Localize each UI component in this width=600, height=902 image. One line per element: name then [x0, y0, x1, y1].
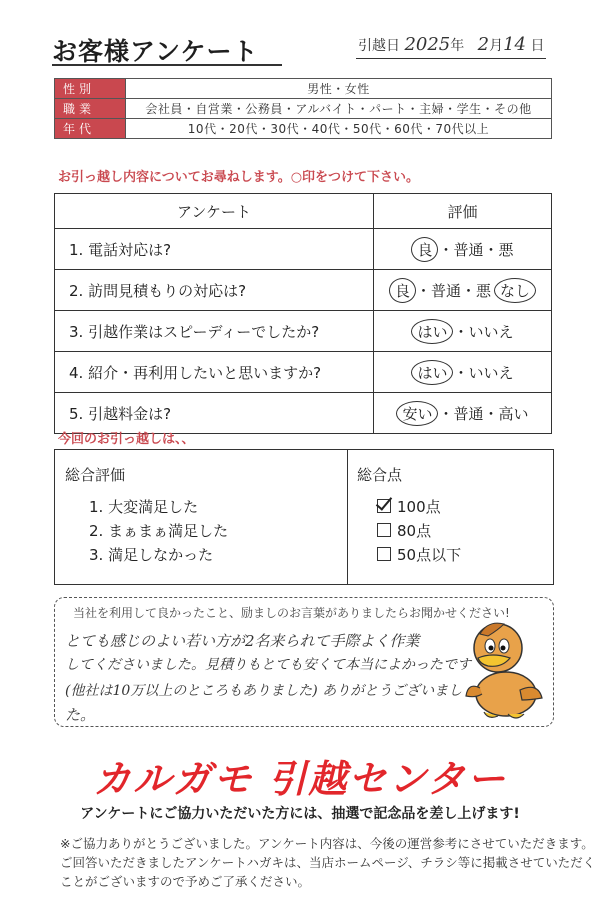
answer-option-circled[interactable]: 良 [411, 237, 438, 262]
comment-prompt: 当社を利用して良かったこと、励ましのお言葉がありましたらお聞かせください! [73, 606, 510, 620]
comment-line: (他社は10万以上のところもありました) ありがとうございまし [65, 683, 463, 699]
profile-row-gender [55, 79, 552, 99]
checked-checkbox-icon[interactable] [377, 499, 391, 513]
date-month-unit: 月 [489, 38, 504, 54]
answer-options [374, 393, 552, 434]
gender-options[interactable]: 男性・女性 [126, 79, 552, 99]
summary-box [54, 449, 554, 585]
occupation-options[interactable]: 会社員・自営業・公務員・アルバイト・パート・主婦・学生・その他 [126, 99, 552, 119]
profile-row-occupation [55, 99, 552, 119]
separator: ・ [415, 281, 431, 300]
answer-option-circled[interactable]: はい [411, 319, 453, 344]
answer-option-circled[interactable]: 良 [389, 278, 416, 303]
separator: ・ [438, 404, 454, 423]
overall-score-title: 総合点 [357, 466, 403, 484]
separator: ・ [453, 363, 469, 382]
score-option-80[interactable] [377, 520, 431, 541]
question-text: 1. 電話対応は? [55, 229, 374, 270]
score-option-50[interactable] [377, 544, 461, 565]
answer-option-circled[interactable]: なし [494, 278, 536, 303]
survey-row [55, 229, 552, 270]
separator: ・ [438, 240, 454, 259]
answer-options [374, 270, 552, 311]
answer-option[interactable]: 普通 [453, 404, 484, 423]
summary-divider [347, 450, 348, 584]
date-day[interactable]: 14 [503, 34, 526, 55]
date-day-unit: 日 [530, 38, 545, 54]
answer-options [374, 352, 552, 393]
survey-intro: お引っ越し内容についてお尋ねします。○印をつけて下さい。 [58, 170, 420, 185]
checkbox-icon[interactable] [377, 523, 391, 537]
age-label: 年代 [55, 119, 126, 139]
form-title: お客様アンケート [52, 37, 259, 66]
date-underline [356, 58, 546, 59]
date-prefix: 引越日 [358, 38, 400, 54]
overall-eval-title: 総合評価 [65, 466, 126, 484]
survey-table [54, 193, 552, 434]
eval-option[interactable]: 2. まぁまぁ満足した [89, 522, 229, 540]
answer-option[interactable]: 悪 [476, 281, 492, 300]
answer-options [374, 311, 552, 352]
answer-option[interactable]: いいえ [468, 363, 514, 382]
date-year[interactable]: 2025 [404, 34, 451, 55]
profile-row-age [55, 119, 552, 139]
title-underline [52, 64, 282, 66]
profile-table [54, 78, 552, 139]
answer-option-circled[interactable]: はい [411, 360, 453, 385]
moving-date [358, 34, 544, 55]
survey-row [55, 270, 552, 311]
separator: ・ [483, 240, 499, 259]
survey-col-question: アンケート [55, 194, 374, 229]
score-option-100[interactable] [377, 496, 441, 517]
gender-label: 性別 [55, 79, 126, 99]
eval-option[interactable]: 3. 満足しなかった [89, 546, 214, 564]
comment-line: とても感じのよい若い方が2名来られて手際よく作業 [65, 632, 420, 650]
footer-note: ※ご協力ありがとうございました。アンケート内容は、今後の運営参考にさせていただきます。 [60, 836, 594, 851]
question-text: 4. 紹介・再利用したいと思いますか? [55, 352, 374, 393]
answer-options [374, 229, 552, 270]
comment-line: た。 [65, 706, 96, 724]
date-month[interactable]: 2 [477, 34, 490, 55]
survey-row [55, 352, 552, 393]
date-year-unit: 年 [450, 38, 465, 54]
answer-option[interactable]: いいえ [468, 322, 514, 341]
occupation-label: 職業 [55, 99, 126, 119]
prize-notice: アンケートにご協力いただいた方には、抽選で記念品を差し上げます! [80, 806, 520, 822]
question-text: 5. 引越料金は? [55, 393, 374, 434]
separator: ・ [453, 322, 469, 341]
comment-line: してくださいました。見積りもとても安くて本当によかったです [65, 657, 471, 673]
separator: ・ [461, 281, 477, 300]
score-label: 50点以下 [397, 546, 462, 564]
answer-option[interactable]: 悪 [498, 240, 514, 259]
survey-col-rating: 評価 [374, 194, 552, 229]
answer-option-circled[interactable]: 安い [396, 401, 438, 426]
eval-option[interactable]: 1. 大変満足した [89, 498, 199, 516]
separator: ・ [483, 404, 499, 423]
answer-option[interactable]: 高い [498, 404, 529, 423]
company-logo-text: カルガモ 引越センター [93, 757, 507, 801]
age-options[interactable]: 10代・20代・30代・40代・50代・60代・70代以上 [126, 119, 552, 139]
footer-note: ご回答いただきましたアンケートハガキは、当店ホームページ、チラシ等に掲載させていただく [60, 855, 596, 870]
survey-row [55, 311, 552, 352]
answer-option[interactable]: 普通 [430, 281, 461, 300]
survey-header-row [55, 194, 552, 229]
duck-mascot-icon [458, 612, 550, 722]
checkbox-icon[interactable] [377, 547, 391, 561]
score-label: 100点 [397, 498, 441, 516]
score-label: 80点 [397, 522, 432, 540]
question-text: 2. 訪問見積もりの対応は? [55, 270, 374, 311]
summary-intro: 今回のお引っ越しは、、 [58, 432, 195, 447]
answer-option[interactable]: 普通 [453, 240, 484, 259]
question-text: 3. 引越作業はスピーディーでしたか? [55, 311, 374, 352]
footer-note: ことがございますので予めご了承ください。 [60, 874, 311, 889]
